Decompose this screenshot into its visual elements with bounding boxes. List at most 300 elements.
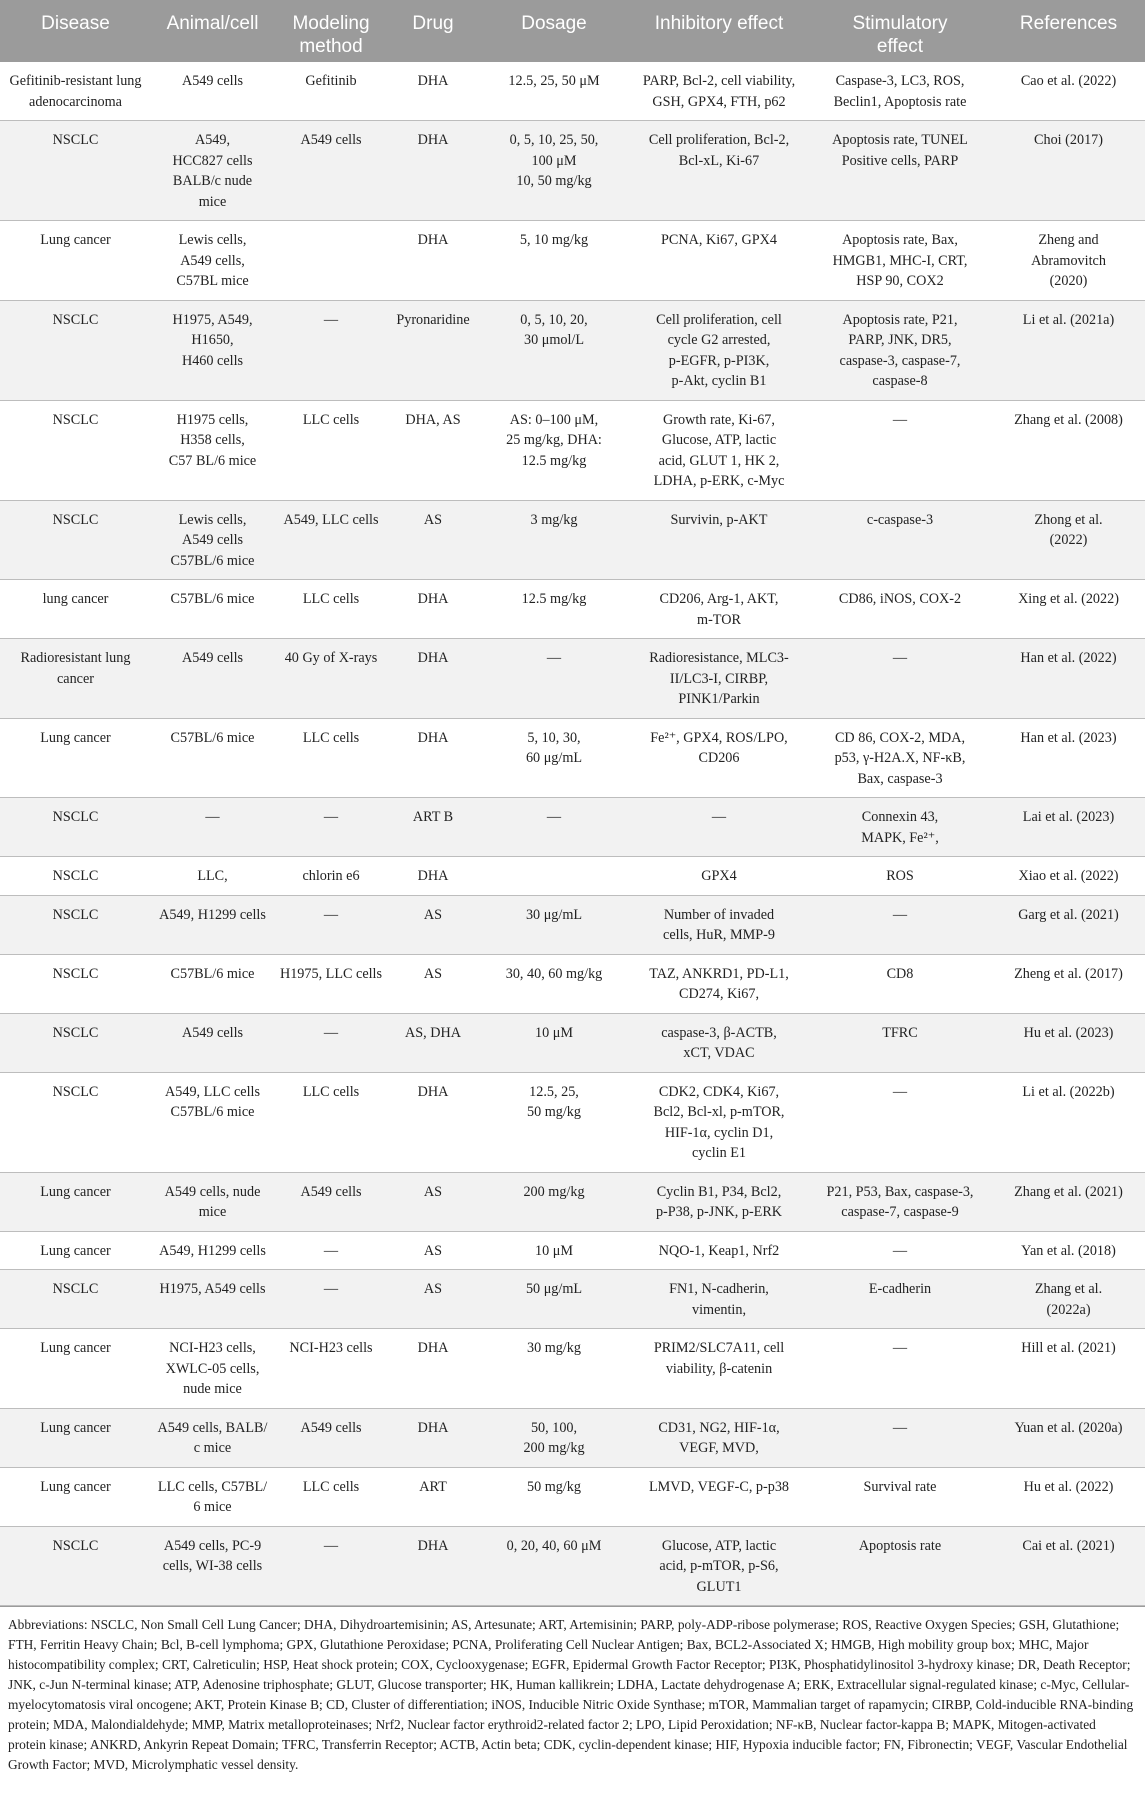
cell-stimulatory-effect [808,62,992,121]
cell-drug [388,300,478,400]
cell-dosage [478,62,630,121]
cell-text: C57BL/6 mice [170,965,255,982]
cell-text: Growth rate, Ki-67, Glucose, ATP, lactic acid, GLUT 1, HK 2, LDHA, p-ERK, c-Myc [653,411,785,489]
cell-text: ROS [886,868,914,884]
cell-text: AS [423,511,443,528]
cell-text: — [323,906,339,923]
cell-stimulatory-effect [808,639,992,719]
cell-inhibitory-effect [630,400,808,500]
cell-references [992,1408,1145,1467]
cell-animal-cell [151,1231,274,1270]
cell-animal-cell [151,121,274,221]
cell-drug [388,1408,478,1467]
cell-text: H1975 cells, H358 cells, C57 BL/6 mice [168,411,257,469]
cell-drug [388,121,478,221]
cell-text: NCI-H23 cells, XWLC-05 cells, nude mice [165,1340,260,1397]
cell-stimulatory-effect [808,300,992,400]
cell-text: Connexin 43, MAPK, Fe²⁺, [861,809,939,846]
cell-text: 5, 10 mg/kg [519,232,589,248]
table-row [0,857,1145,896]
cell-text: PRIM2/SLC7A11, cell viability, β-catenin [653,1340,785,1377]
cell-drug [388,1270,478,1329]
cell-dosage [478,580,630,639]
cell-text: Han et al. (2022) [1020,650,1117,666]
cell-text: H1975, A549 cells [159,1281,266,1297]
cell-drug [388,221,478,301]
cell-modeling-method [274,500,388,580]
cell-text: Xing et al. (2022) [1018,591,1119,607]
cell-inhibitory-effect [630,500,808,580]
cell-text: AS [423,1281,443,1297]
cell-animal-cell [151,1172,274,1231]
cell-references [992,1231,1145,1270]
cell-text: Zheng and Abramovitch (2020) [1031,232,1106,289]
cell-text: Cell proliferation, Bcl-2, Bcl-xL, Ki-67 [648,132,790,169]
column-header-animal-cell: Animal/cell [151,0,274,62]
cell-text: Li et al. (2022b) [1022,1083,1115,1100]
cell-text: 50 mg/kg [527,1478,581,1495]
cell-text: Garg et al. (2021) [1018,906,1119,923]
table-row [0,1072,1145,1172]
cell-references [992,1013,1145,1072]
table-row [0,639,1145,719]
cell-stimulatory-effect [808,1270,992,1329]
cell-text: Hill et al. (2021) [1021,1340,1116,1356]
cell-text: A549 cells [181,650,244,666]
cell-text: GPX4 [701,868,737,884]
cell-text: H1975, LLC cells [279,965,383,982]
cell-references [992,1526,1145,1606]
cell-text: NSCLC [52,1281,99,1297]
cell-dosage [478,121,630,221]
cell-text: 10 μM [535,1242,573,1259]
cell-text: NSCLC [52,906,99,923]
table-row [0,718,1145,798]
cell-modeling-method [274,1270,388,1329]
cell-inhibitory-effect [630,895,808,954]
cell-text: 0, 5, 10, 25, 50, 100 μM 10, 50 mg/kg [509,132,599,189]
cell-dosage [478,1329,630,1409]
cell-text: DHA [417,232,449,248]
cell-inhibitory-effect [630,1231,808,1270]
cell-dosage [478,798,630,857]
cell-text: LLC cells [302,591,360,607]
cell-text: PCNA, Ki67, GPX4 [661,232,777,248]
cell-stimulatory-effect [808,500,992,580]
cell-dosage [478,1526,630,1606]
cell-dosage [478,1013,630,1072]
cell-inhibitory-effect [630,300,808,400]
cell-disease [0,1526,151,1606]
cell-inhibitory-effect [630,798,808,857]
cell-dosage [478,1408,630,1467]
cell-animal-cell [151,1467,274,1526]
cell-text: CD8 [886,965,914,982]
cell-stimulatory-effect [808,1408,992,1467]
cell-text: Apoptosis rate [858,1537,942,1554]
cell-modeling-method [274,639,388,719]
cell-animal-cell [151,1013,274,1072]
cell-text: Li et al. (2021a) [1022,311,1115,328]
cell-text: A549 cells [181,1024,244,1041]
cell-text: 30, 40, 60 mg/kg [505,965,603,982]
cell-inhibitory-effect [630,718,808,798]
cell-text: Radioresistant lung cancer [20,650,131,687]
cell-text: Survival rate [863,1478,937,1495]
cell-text: Lai et al. (2023) [1022,809,1115,825]
cell-stimulatory-effect [808,400,992,500]
cell-text: Lung cancer [40,232,111,248]
cell-text: Fe²⁺, GPX4, ROS/LPO, CD206 [650,729,788,766]
cell-references [992,1172,1145,1231]
cell-text: LLC, [197,868,228,884]
cell-text: DHA [417,868,449,884]
cell-references [992,121,1145,221]
cell-text: A549 cells, BALB/ c mice [157,1419,268,1456]
cell-modeling-method [274,1172,388,1231]
cell-disease [0,62,151,121]
table-row [0,500,1145,580]
cell-text: — [323,311,339,328]
cell-text: — [892,1419,908,1436]
cell-text: Zhang et al. (2022a) [1034,1281,1103,1318]
cell-text: A549, HCC827 cells BALB/c nude mice [172,132,253,210]
cell-text: AS, DHA [405,1024,461,1041]
cell-dosage [478,221,630,301]
cell-text: TAZ, ANKRD1, PD-L1, CD274, Ki67, [649,965,789,1002]
cell-disease [0,221,151,301]
table-row [0,1329,1145,1409]
cell-text: CDK2, CDK4, Ki67, Bcl2, Bcl-xl, p-mTOR, HIF-1α, cyclin D1, cyclin E1 [653,1083,785,1161]
column-header-references: References [992,0,1145,62]
cell-text: 40 Gy of X-rays [284,650,378,666]
cell-animal-cell [151,1329,274,1409]
cell-text: DHA [417,132,449,148]
table-row [0,1231,1145,1270]
cell-modeling-method [274,221,388,301]
cell-animal-cell [151,500,274,580]
table-row [0,954,1145,1013]
cell-references [992,1467,1145,1526]
cell-text: A549 cells [181,73,244,89]
cell-disease [0,500,151,580]
cell-text: Cell proliferation, cell cycle G2 arrested, p-EGFR, p-PI3K, p-Akt, cyclin B1 [656,311,782,389]
cell-text: — [892,1340,908,1356]
cell-text: Caspase-3, LC3, ROS, Beclin1, Apoptosis rate [833,73,967,110]
cell-text: Lung cancer [40,729,111,746]
cell-text: DHA [417,591,449,607]
cell-references [992,895,1145,954]
cell-text: — [546,809,562,825]
cell-modeling-method [274,1408,388,1467]
cell-text: NSCLC [52,132,99,148]
cell-animal-cell [151,1526,274,1606]
cell-references [992,500,1145,580]
cell-text: A549, H1299 cells [159,906,266,923]
cell-inhibitory-effect [630,954,808,1013]
cell-dosage [478,300,630,400]
column-header-modeling-method: Modeling method [274,0,388,62]
cell-text: AS: 0–100 μM, 25 mg/kg, DHA: 12.5 mg/kg [506,411,602,469]
cell-inhibitory-effect [630,1408,808,1467]
cell-dosage [478,500,630,580]
cell-references [992,954,1145,1013]
cell-text: LLC cells [302,411,360,428]
cell-text: 50, 100, 200 mg/kg [523,1419,585,1456]
cell-text: Hu et al. (2022) [1023,1478,1114,1495]
cell-drug [388,1231,478,1270]
cell-text: lung cancer [42,591,109,607]
cell-text: DHA, AS [405,411,461,428]
cell-text: Apoptosis rate, P21, PARP, JNK, DR5, caspase-3, caspase-7, caspase-8 [839,311,961,389]
cell-modeling-method [274,718,388,798]
table-row [0,1013,1145,1072]
cell-text: A549, H1299 cells [159,1242,266,1259]
cell-stimulatory-effect [808,954,992,1013]
cell-animal-cell [151,400,274,500]
cell-text: — [323,1024,339,1041]
cell-text: chlorin e6 [302,868,360,884]
cell-text: Cyclin B1, P34, Bcl2, p-P38, p-JNK, p-ERK [655,1183,783,1220]
cell-inhibitory-effect [630,1526,808,1606]
cell-text: 30 μg/mL [525,906,583,923]
table-row [0,121,1145,221]
cell-text: NSCLC [52,411,99,428]
cell-dosage [478,1072,630,1172]
cell-text: Zhong et al. (2022) [1034,511,1103,548]
cell-text: C57BL/6 mice [170,729,255,746]
cell-text: CD86, iNOS, COX-2 [838,591,962,607]
cell-text: NSCLC [52,868,99,884]
cell-text: — [323,1242,339,1259]
cell-disease [0,1013,151,1072]
cell-text: NSCLC [52,965,99,982]
cell-references [992,1329,1145,1409]
table-row [0,1526,1145,1606]
cell-drug [388,580,478,639]
cell-text: NSCLC [52,511,99,528]
cell-disease [0,798,151,857]
cell-text: 10 μM [535,1024,573,1041]
cell-text: Glucose, ATP, lactic acid, p-mTOR, p-S6, GLUT1 [659,1537,779,1595]
cell-modeling-method [274,400,388,500]
cell-animal-cell [151,1408,274,1467]
cell-disease [0,954,151,1013]
cell-text: AS [423,1183,443,1200]
cell-stimulatory-effect [808,121,992,221]
cell-drug [388,895,478,954]
cell-inhibitory-effect [630,121,808,221]
cell-inhibitory-effect [630,1467,808,1526]
cell-text: Han et al. (2023) [1020,729,1117,746]
cell-modeling-method [274,62,388,121]
cell-text: Zheng et al. (2017) [1014,965,1123,982]
table-row [0,62,1145,121]
cell-text: 200 mg/kg [523,1183,585,1200]
cell-drug [388,1329,478,1409]
cell-text: Apoptosis rate, Bax, HMGB1, MHC-I, CRT, HSP 90, COX2 [832,232,968,289]
table-row [0,400,1145,500]
cell-text: A549, LLC cells C57BL/6 mice [165,1083,260,1120]
column-header-stimulatory-effect: Stimulatory effect [808,0,992,62]
table-header-row [0,0,1145,62]
cell-modeling-method [274,954,388,1013]
cell-text: Lung cancer [40,1478,111,1495]
cell-inhibitory-effect [630,62,808,121]
cell-text: Lewis cells, A549 cells, C57BL mice [176,232,249,289]
cell-disease [0,718,151,798]
table-body [0,62,1145,1606]
cell-text: Choi (2017) [1034,132,1103,148]
cell-text: 0, 20, 40, 60 μM [506,1537,602,1554]
cell-text: Cai et al. (2021) [1022,1537,1115,1554]
cell-disease [0,580,151,639]
cell-modeling-method [274,1013,388,1072]
cell-disease [0,1408,151,1467]
cell-dosage [478,1172,630,1231]
cell-text: DHA [417,73,449,89]
cell-animal-cell [151,895,274,954]
cell-drug [388,1013,478,1072]
cell-inhibitory-effect [630,1172,808,1231]
cell-stimulatory-effect [808,1329,992,1409]
cell-references [992,300,1145,400]
cell-text: DHA [417,1537,449,1554]
cell-text: Radioresistance, MLC3- II/LC3-I, CIRBP, PINK1/Parkin [649,650,789,707]
cell-modeling-method [274,857,388,896]
cell-drug [388,500,478,580]
cell-text: caspase-3, β-ACTB, xCT, VDAC [661,1024,777,1061]
cell-text: NSCLC [52,1083,99,1100]
cell-text: Yan et al. (2018) [1021,1242,1116,1259]
cell-stimulatory-effect [808,895,992,954]
cell-references [992,1270,1145,1329]
cell-text: NSCLC [52,311,99,328]
cell-text: 3 mg/kg [530,511,578,528]
cell-text: Lung cancer [40,1340,111,1356]
cell-text: Lung cancer [40,1242,111,1259]
cell-text: — [323,1281,339,1297]
column-header-disease: Disease [0,0,151,62]
cell-text: Number of invaded cells, HuR, MMP-9 [663,906,775,943]
cell-modeling-method [274,300,388,400]
cell-text: — [892,1242,908,1259]
cell-disease [0,1072,151,1172]
cell-inhibitory-effect [630,1329,808,1409]
cell-text: Survivin, p-AKT [670,511,768,528]
cell-text: DHA [417,650,449,666]
cell-references [992,639,1145,719]
cell-stimulatory-effect [808,798,992,857]
cell-disease [0,1172,151,1231]
cell-text: PARP, Bcl-2, cell viability, GSH, GPX4, FTH, p62 [642,73,796,110]
cell-disease [0,400,151,500]
cell-dosage [478,718,630,798]
table-row [0,300,1145,400]
cell-text: A549 cells, PC-9 cells, WI-38 cells [162,1537,263,1574]
cell-text: A549 cells [300,1183,362,1200]
cell-animal-cell [151,580,274,639]
table-row [0,895,1145,954]
cell-text: — [323,809,339,825]
cell-modeling-method [274,1467,388,1526]
column-header-dosage: Dosage [478,0,630,62]
cell-stimulatory-effect [808,1526,992,1606]
cell-text: LMVD, VEGF-C, p-p38 [648,1478,790,1495]
cell-references [992,400,1145,500]
cell-text: TFRC [882,1024,918,1041]
cell-text: 50 μg/mL [525,1281,583,1297]
cell-text: Hu et al. (2023) [1023,1024,1114,1041]
cell-text: A549 cells [300,1419,362,1436]
cell-text: CD 86, COX-2, MDA, p53, γ-H2A.X, NF-κB, Bax, caspase-3 [834,729,966,787]
cell-text: P21, P53, Bax, caspase-3, caspase-7, caspase-9 [826,1183,974,1220]
cell-references [992,798,1145,857]
cell-text: DHA [417,1419,449,1436]
table-row [0,798,1145,857]
cell-text: Lung cancer [40,1419,111,1436]
cell-text: LLC cells [302,1478,360,1495]
cell-text: ART [419,1478,447,1495]
cell-text: A549 cells [300,132,362,148]
cell-references [992,62,1145,121]
cell-inhibitory-effect [630,857,808,896]
cell-animal-cell [151,1270,274,1329]
cell-text: 12.5 mg/kg [521,591,587,607]
cell-text: 30 mg/kg [527,1340,581,1356]
cell-dosage [478,639,630,719]
cell-drug [388,954,478,1013]
cell-text: LLC cells [302,1083,360,1100]
cell-text: Yuan et al. (2020a) [1014,1419,1123,1436]
cell-text: DHA [417,729,449,746]
cell-drug [388,798,478,857]
cell-dosage [478,1467,630,1526]
cell-references [992,718,1145,798]
cell-text: 12.5, 25, 50 mg/kg [527,1083,581,1120]
cell-text: DHA [417,1083,449,1100]
cell-drug [388,1526,478,1606]
cell-disease [0,300,151,400]
cell-modeling-method [274,121,388,221]
cell-references [992,857,1145,896]
cell-dosage [478,1270,630,1329]
cell-drug [388,639,478,719]
cell-text: Zhang et al. (2021) [1014,1183,1123,1200]
cell-text: AS [423,1242,443,1259]
cell-animal-cell [151,1072,274,1172]
cell-inhibitory-effect [630,639,808,719]
cell-inhibitory-effect [630,1072,808,1172]
cell-text: — [892,1083,908,1100]
cell-disease [0,1231,151,1270]
cell-text: 5, 10, 30, 60 μg/mL [525,729,583,766]
cell-stimulatory-effect [808,1072,992,1172]
cell-modeling-method [274,1072,388,1172]
cell-text: Cao et al. (2022) [1020,73,1117,89]
cell-inhibitory-effect [630,1013,808,1072]
cell-stimulatory-effect [808,718,992,798]
cell-text: Lung cancer [40,1183,111,1200]
cell-stimulatory-effect [808,1467,992,1526]
cell-text: Apoptosis rate, TUNEL Positive cells, PARP [832,132,968,169]
cell-drug [388,400,478,500]
cell-text: AS [423,965,443,982]
cell-text: A549, LLC cells [283,511,379,528]
cell-text: CD31, NG2, HIF-1α, VEGF, MVD, [658,1419,780,1456]
cell-text: — [892,650,908,666]
cell-text: Gefitinib-resistant lung adenocarcinoma [9,73,142,110]
